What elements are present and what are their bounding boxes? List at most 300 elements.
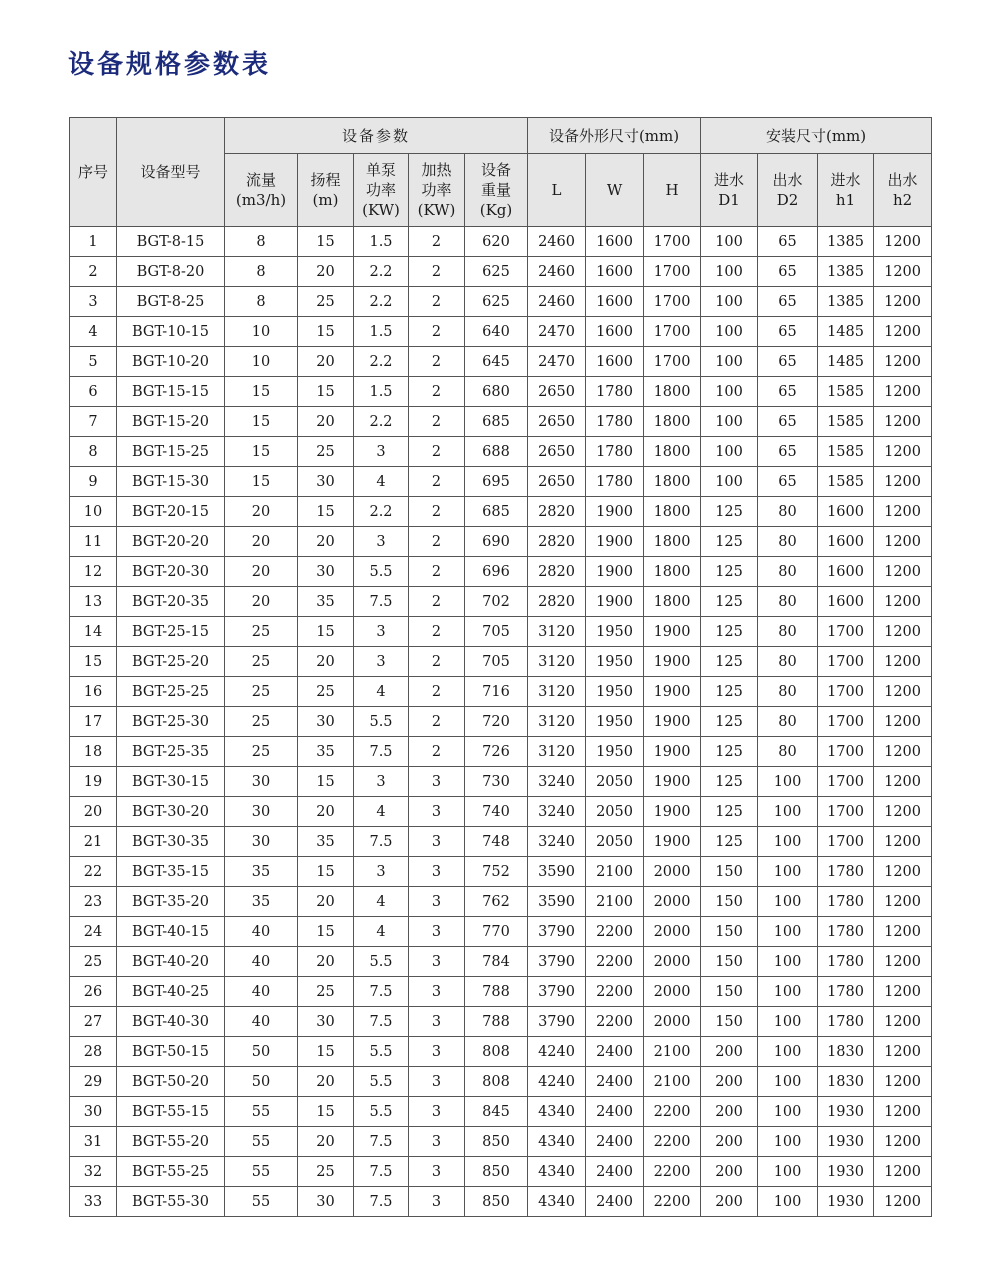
cell-weight: 748 [465,827,528,857]
cell-outlet-h2: 1200 [874,437,932,467]
table-row [70,1157,932,1187]
cell-width: 1900 [586,497,644,527]
cell-height: 1700 [644,257,701,287]
cell-flow: 15 [225,407,298,437]
table-row [70,437,932,467]
cell-model: BGT-50-15 [117,1037,225,1067]
cell-model: BGT-40-30 [117,1007,225,1037]
cell-height: 2000 [644,1007,701,1037]
cell-length: 3790 [528,977,586,1007]
cell-seq: 2 [70,257,117,287]
cell-length: 4340 [528,1127,586,1157]
cell-heat-power: 2 [409,557,465,587]
cell-inlet-h1: 1780 [818,1007,874,1037]
cell-flow: 55 [225,1157,298,1187]
cell-seq: 30 [70,1097,117,1127]
cell-inlet-d1: 125 [701,677,758,707]
cell-length: 3120 [528,737,586,767]
table-row [70,917,932,947]
cell-heat-power: 3 [409,917,465,947]
cell-width: 2200 [586,1007,644,1037]
cell-height: 1800 [644,587,701,617]
cell-height: 1900 [644,767,701,797]
table-row [70,647,932,677]
cell-height: 1700 [644,347,701,377]
cell-pump-power: 5.5 [354,1097,409,1127]
cell-outlet-d2: 100 [758,947,818,977]
cell-outlet-h2: 1200 [874,737,932,767]
cell-head: 20 [298,1127,354,1157]
cell-length: 2820 [528,587,586,617]
cell-height: 2000 [644,887,701,917]
cell-height: 2000 [644,857,701,887]
cell-flow: 25 [225,707,298,737]
cell-length: 2470 [528,347,586,377]
cell-heat-power: 2 [409,497,465,527]
cell-inlet-h1: 1780 [818,977,874,1007]
cell-height: 1900 [644,617,701,647]
cell-seq: 24 [70,917,117,947]
table-row [70,287,932,317]
cell-length: 2650 [528,437,586,467]
cell-inlet-d1: 125 [701,497,758,527]
header-group-install: 安装尺寸(mm) [701,118,932,154]
cell-heat-power: 3 [409,827,465,857]
cell-seq: 21 [70,827,117,857]
cell-flow: 25 [225,617,298,647]
cell-weight: 752 [465,857,528,887]
cell-heat-power: 2 [409,707,465,737]
cell-inlet-h1: 1700 [818,827,874,857]
cell-flow: 20 [225,557,298,587]
cell-flow: 40 [225,947,298,977]
cell-height: 1800 [644,527,701,557]
header-length: L [528,154,586,227]
cell-weight: 690 [465,527,528,557]
cell-width: 2400 [586,1187,644,1217]
cell-height: 2200 [644,1097,701,1127]
table-row [70,317,932,347]
cell-model: BGT-15-15 [117,377,225,407]
cell-outlet-h2: 1200 [874,1127,932,1157]
cell-width: 1950 [586,677,644,707]
cell-inlet-d1: 150 [701,947,758,977]
cell-width: 1780 [586,467,644,497]
cell-weight: 695 [465,467,528,497]
cell-weight: 808 [465,1037,528,1067]
cell-head: 30 [298,557,354,587]
header-model: 设备型号 [117,118,225,227]
cell-head: 30 [298,1007,354,1037]
cell-heat-power: 3 [409,1037,465,1067]
cell-head: 20 [298,647,354,677]
cell-outlet-h2: 1200 [874,287,932,317]
header-outlet-d2: 出水 D2 [758,154,818,227]
cell-length: 3120 [528,647,586,677]
cell-width: 1600 [586,227,644,257]
cell-seq: 8 [70,437,117,467]
cell-outlet-h2: 1200 [874,317,932,347]
cell-head: 20 [298,407,354,437]
cell-head: 35 [298,827,354,857]
cell-width: 1900 [586,587,644,617]
cell-width: 1900 [586,527,644,557]
cell-inlet-h1: 1700 [818,677,874,707]
cell-seq: 23 [70,887,117,917]
header-inlet-h1: 进水 h1 [818,154,874,227]
cell-height: 1900 [644,677,701,707]
cell-head: 25 [298,677,354,707]
cell-width: 1600 [586,257,644,287]
cell-outlet-h2: 1200 [874,827,932,857]
cell-outlet-d2: 100 [758,1157,818,1187]
cell-outlet-d2: 80 [758,527,818,557]
cell-length: 3790 [528,917,586,947]
cell-inlet-h1: 1930 [818,1127,874,1157]
cell-height: 1800 [644,407,701,437]
cell-model: BGT-40-15 [117,917,225,947]
cell-pump-power: 2.2 [354,287,409,317]
cell-outlet-d2: 100 [758,797,818,827]
cell-model: BGT-8-15 [117,227,225,257]
cell-seq: 15 [70,647,117,677]
cell-heat-power: 3 [409,1067,465,1097]
cell-inlet-h1: 1780 [818,917,874,947]
cell-weight: 788 [465,1007,528,1037]
cell-seq: 9 [70,467,117,497]
cell-flow: 25 [225,647,298,677]
cell-inlet-h1: 1700 [818,737,874,767]
cell-model: BGT-35-20 [117,887,225,917]
cell-flow: 55 [225,1187,298,1217]
cell-seq: 12 [70,557,117,587]
cell-inlet-d1: 100 [701,437,758,467]
table-row [70,407,932,437]
cell-weight: 702 [465,587,528,617]
cell-model: BGT-25-30 [117,707,225,737]
header-outlet-h2: 出水 h2 [874,154,932,227]
cell-inlet-d1: 200 [701,1187,758,1217]
cell-pump-power: 3 [354,527,409,557]
cell-weight: 640 [465,317,528,347]
cell-outlet-h2: 1200 [874,257,932,287]
cell-flow: 40 [225,917,298,947]
cell-inlet-d1: 100 [701,317,758,347]
cell-width: 2200 [586,947,644,977]
cell-weight: 716 [465,677,528,707]
cell-weight: 726 [465,737,528,767]
cell-model: BGT-30-35 [117,827,225,857]
cell-height: 2100 [644,1067,701,1097]
cell-weight: 784 [465,947,528,977]
cell-outlet-d2: 65 [758,257,818,287]
cell-outlet-h2: 1200 [874,407,932,437]
cell-heat-power: 3 [409,887,465,917]
cell-outlet-h2: 1200 [874,587,932,617]
table-row [70,1007,932,1037]
table-row [70,887,932,917]
cell-width: 2400 [586,1037,644,1067]
cell-model: BGT-10-15 [117,317,225,347]
cell-width: 2400 [586,1067,644,1097]
cell-heat-power: 3 [409,1187,465,1217]
cell-inlet-h1: 1930 [818,1157,874,1187]
cell-inlet-d1: 200 [701,1097,758,1127]
cell-pump-power: 5.5 [354,557,409,587]
cell-head: 20 [298,887,354,917]
cell-inlet-d1: 125 [701,587,758,617]
cell-height: 1900 [644,827,701,857]
cell-heat-power: 2 [409,737,465,767]
cell-inlet-d1: 200 [701,1037,758,1067]
cell-outlet-d2: 100 [758,1097,818,1127]
cell-flow: 15 [225,437,298,467]
cell-outlet-h2: 1200 [874,707,932,737]
cell-width: 1950 [586,707,644,737]
table-row [70,617,932,647]
cell-outlet-d2: 100 [758,1037,818,1067]
cell-width: 1780 [586,407,644,437]
cell-weight: 740 [465,797,528,827]
cell-model: BGT-20-15 [117,497,225,527]
cell-head: 15 [298,1097,354,1127]
cell-heat-power: 3 [409,1097,465,1127]
cell-pump-power: 1.5 [354,317,409,347]
cell-heat-power: 3 [409,767,465,797]
cell-inlet-h1: 1700 [818,647,874,677]
cell-seq: 32 [70,1157,117,1187]
cell-seq: 10 [70,497,117,527]
cell-height: 2100 [644,1037,701,1067]
cell-heat-power: 2 [409,257,465,287]
cell-height: 1800 [644,497,701,527]
cell-outlet-d2: 100 [758,1127,818,1157]
cell-pump-power: 2.2 [354,497,409,527]
cell-outlet-h2: 1200 [874,917,932,947]
cell-length: 2470 [528,317,586,347]
spec-table [69,117,932,1217]
cell-flow: 50 [225,1037,298,1067]
cell-inlet-h1: 1930 [818,1187,874,1217]
cell-flow: 55 [225,1097,298,1127]
cell-pump-power: 7.5 [354,587,409,617]
cell-pump-power: 5.5 [354,947,409,977]
cell-outlet-d2: 100 [758,767,818,797]
table-row [70,377,932,407]
cell-length: 2820 [528,497,586,527]
cell-length: 3240 [528,797,586,827]
cell-head: 25 [298,977,354,1007]
cell-head: 35 [298,587,354,617]
cell-inlet-d1: 150 [701,977,758,1007]
cell-pump-power: 7.5 [354,1127,409,1157]
cell-pump-power: 5.5 [354,1037,409,1067]
cell-inlet-d1: 150 [701,1007,758,1037]
cell-width: 2050 [586,827,644,857]
cell-model: BGT-20-30 [117,557,225,587]
cell-flow: 30 [225,767,298,797]
cell-outlet-h2: 1200 [874,647,932,677]
cell-head: 20 [298,257,354,287]
cell-length: 3240 [528,827,586,857]
cell-inlet-h1: 1600 [818,557,874,587]
header-heat-power: 加热 功率 (KW) [409,154,465,227]
cell-height: 2000 [644,917,701,947]
cell-inlet-h1: 1700 [818,797,874,827]
cell-inlet-h1: 1780 [818,947,874,977]
table-row [70,827,932,857]
cell-outlet-d2: 80 [758,647,818,677]
cell-model: BGT-10-20 [117,347,225,377]
cell-outlet-d2: 65 [758,227,818,257]
cell-weight: 696 [465,557,528,587]
cell-height: 1900 [644,737,701,767]
cell-weight: 845 [465,1097,528,1127]
cell-width: 1600 [586,347,644,377]
table-body [70,227,932,1217]
cell-head: 20 [298,1067,354,1097]
cell-flow: 20 [225,497,298,527]
cell-pump-power: 3 [354,857,409,887]
cell-pump-power: 2.2 [354,257,409,287]
cell-model: BGT-15-20 [117,407,225,437]
cell-pump-power: 7.5 [354,1007,409,1037]
cell-outlet-d2: 100 [758,857,818,887]
cell-pump-power: 5.5 [354,1067,409,1097]
cell-flow: 10 [225,347,298,377]
cell-seq: 18 [70,737,117,767]
cell-weight: 645 [465,347,528,377]
cell-inlet-h1: 1585 [818,467,874,497]
cell-flow: 8 [225,227,298,257]
cell-outlet-h2: 1200 [874,887,932,917]
cell-width: 2200 [586,977,644,1007]
cell-seq: 20 [70,797,117,827]
cell-length: 2460 [528,227,586,257]
cell-outlet-d2: 80 [758,497,818,527]
cell-inlet-d1: 100 [701,467,758,497]
cell-outlet-d2: 65 [758,467,818,497]
cell-height: 2200 [644,1187,701,1217]
cell-inlet-h1: 1930 [818,1097,874,1127]
cell-flow: 10 [225,317,298,347]
cell-width: 2050 [586,767,644,797]
cell-model: BGT-55-30 [117,1187,225,1217]
cell-length: 3120 [528,707,586,737]
table-row [70,347,932,377]
cell-pump-power: 2.2 [354,407,409,437]
cell-seq: 11 [70,527,117,557]
cell-head: 20 [298,347,354,377]
cell-height: 1800 [644,377,701,407]
cell-head: 25 [298,437,354,467]
cell-inlet-h1: 1385 [818,227,874,257]
cell-seq: 14 [70,617,117,647]
cell-pump-power: 7.5 [354,737,409,767]
cell-head: 30 [298,467,354,497]
cell-heat-power: 2 [409,377,465,407]
cell-height: 2200 [644,1157,701,1187]
cell-height: 1700 [644,287,701,317]
cell-width: 2400 [586,1127,644,1157]
cell-flow: 15 [225,377,298,407]
cell-pump-power: 3 [354,767,409,797]
cell-pump-power: 7.5 [354,827,409,857]
cell-outlet-h2: 1200 [874,617,932,647]
cell-height: 2200 [644,1127,701,1157]
cell-pump-power: 7.5 [354,977,409,1007]
cell-head: 25 [298,287,354,317]
cell-inlet-d1: 150 [701,917,758,947]
cell-pump-power: 2.2 [354,347,409,377]
cell-outlet-h2: 1200 [874,557,932,587]
cell-seq: 4 [70,317,117,347]
cell-inlet-h1: 1700 [818,767,874,797]
cell-weight: 850 [465,1187,528,1217]
table-row [70,557,932,587]
cell-heat-power: 3 [409,1157,465,1187]
cell-model: BGT-35-15 [117,857,225,887]
cell-weight: 705 [465,647,528,677]
cell-pump-power: 4 [354,917,409,947]
cell-weight: 850 [465,1127,528,1157]
cell-weight: 788 [465,977,528,1007]
cell-weight: 620 [465,227,528,257]
cell-heat-power: 3 [409,947,465,977]
cell-outlet-h2: 1200 [874,1037,932,1067]
table-row [70,947,932,977]
cell-inlet-d1: 125 [701,707,758,737]
cell-model: BGT-40-20 [117,947,225,977]
cell-length: 2820 [528,557,586,587]
cell-outlet-h2: 1200 [874,977,932,1007]
cell-heat-power: 2 [409,617,465,647]
cell-inlet-d1: 100 [701,407,758,437]
cell-height: 1900 [644,797,701,827]
cell-outlet-h2: 1200 [874,377,932,407]
cell-seq: 1 [70,227,117,257]
cell-heat-power: 2 [409,527,465,557]
cell-width: 1600 [586,287,644,317]
cell-model: BGT-15-25 [117,437,225,467]
cell-inlet-d1: 125 [701,617,758,647]
cell-height: 1700 [644,317,701,347]
cell-outlet-d2: 65 [758,317,818,347]
cell-head: 15 [298,617,354,647]
cell-weight: 625 [465,287,528,317]
cell-length: 3120 [528,677,586,707]
cell-length: 3790 [528,947,586,977]
cell-width: 1780 [586,437,644,467]
cell-outlet-h2: 1200 [874,767,932,797]
cell-outlet-h2: 1200 [874,1097,932,1127]
cell-inlet-d1: 125 [701,797,758,827]
cell-inlet-h1: 1830 [818,1037,874,1067]
cell-inlet-h1: 1600 [818,527,874,557]
cell-seq: 16 [70,677,117,707]
header-group-params: 设备参数 [225,118,528,154]
cell-inlet-d1: 100 [701,287,758,317]
cell-pump-power: 7.5 [354,1157,409,1187]
cell-flow: 40 [225,977,298,1007]
cell-inlet-h1: 1485 [818,347,874,377]
cell-pump-power: 3 [354,647,409,677]
cell-pump-power: 1.5 [354,377,409,407]
cell-model: BGT-55-20 [117,1127,225,1157]
cell-seq: 22 [70,857,117,887]
table-row [70,797,932,827]
cell-weight: 688 [465,437,528,467]
